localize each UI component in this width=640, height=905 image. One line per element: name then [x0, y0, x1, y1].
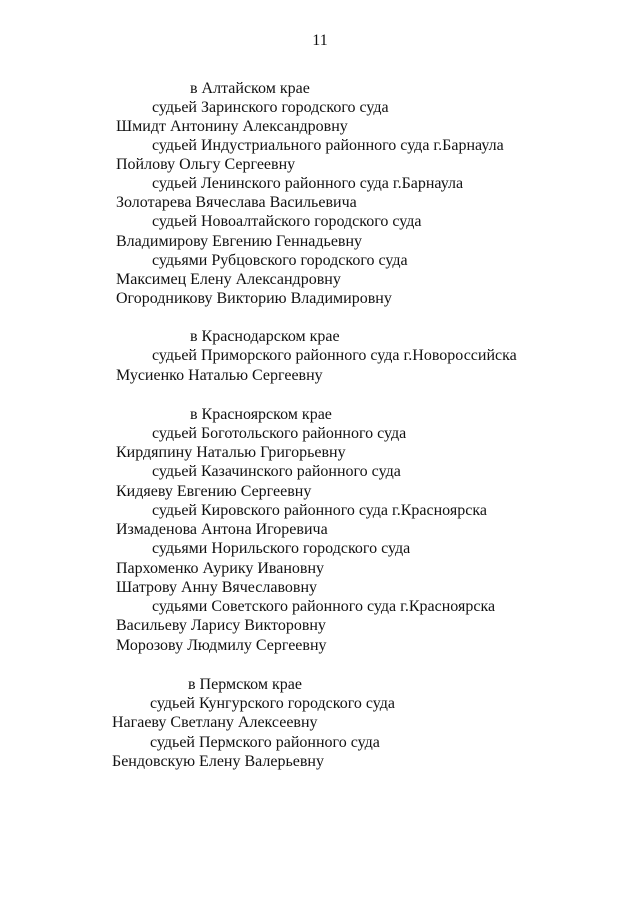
- court-line: судьей Кунгурского городского суда: [150, 695, 395, 712]
- region-heading: в Алтайском крае: [190, 80, 310, 97]
- judge-name: Владимирову Евгению Геннадьевну: [116, 233, 363, 250]
- judge-name: Бендовскую Елену Валерьевну: [112, 753, 324, 770]
- region-heading: в Краснодарском крае: [190, 328, 340, 345]
- court-line: судьей Кировского районного суда г.Красноярска: [152, 502, 487, 519]
- region-heading: в Красноярском крае: [190, 406, 332, 423]
- court-line: судьей Новоалтайского городского суда: [152, 213, 422, 230]
- judge-name: Пойлову Ольгу Сергеевну: [116, 156, 296, 173]
- judge-name: Морозову Людмилу Сергеевну: [116, 637, 327, 654]
- judge-name: Шатрову Анну Вячеславовну: [116, 579, 318, 596]
- judge-name: Васильеву Ларису Викторовну: [116, 617, 326, 634]
- judge-name: Пархоменко Аурику Ивановну: [116, 560, 325, 577]
- court-line: судьями Норильского городского суда: [152, 540, 411, 557]
- court-line: судьей Ленинского районного суда г.Барнаула: [152, 175, 464, 192]
- judge-name: Огородникову Викторию Владимировну: [116, 290, 392, 307]
- judge-name: Золотарева Вячеслава Васильевича: [116, 194, 357, 211]
- court-line: судьями Рубцовского городского суда: [152, 252, 408, 269]
- court-line: судьей Боготольского районного суда: [152, 425, 407, 442]
- court-line: судьей Пермского районного суда: [150, 734, 380, 751]
- judge-name: Кирдяпину Наталью Григорьевну: [116, 444, 346, 461]
- judge-name: Кидяеву Евгению Сергеевну: [116, 483, 312, 500]
- judge-name: Шмидт Антонину Александровну: [116, 118, 348, 135]
- judge-name: Максимец Елену Александровну: [116, 271, 341, 288]
- judge-name: Мусиенко Наталью Сергеевну: [116, 367, 323, 384]
- page-number: 11: [312, 32, 328, 49]
- judge-name: Измаденова Антона Игоревича: [116, 521, 328, 538]
- judge-name: Нагаеву Светлану Алексеевну: [112, 714, 318, 731]
- court-line: судьями Советского районного суда г.Красноярска: [152, 598, 496, 615]
- court-line: судьей Казачинского районного суда: [152, 463, 401, 480]
- court-line: судьей Индустриального районного суда г.Барнаула: [152, 137, 504, 154]
- court-line: судьей Заринского городского суда: [152, 99, 389, 116]
- court-line: судьей Приморского районного суда г.Новороссийска: [152, 347, 517, 364]
- region-heading: в Пермском крае: [188, 676, 302, 693]
